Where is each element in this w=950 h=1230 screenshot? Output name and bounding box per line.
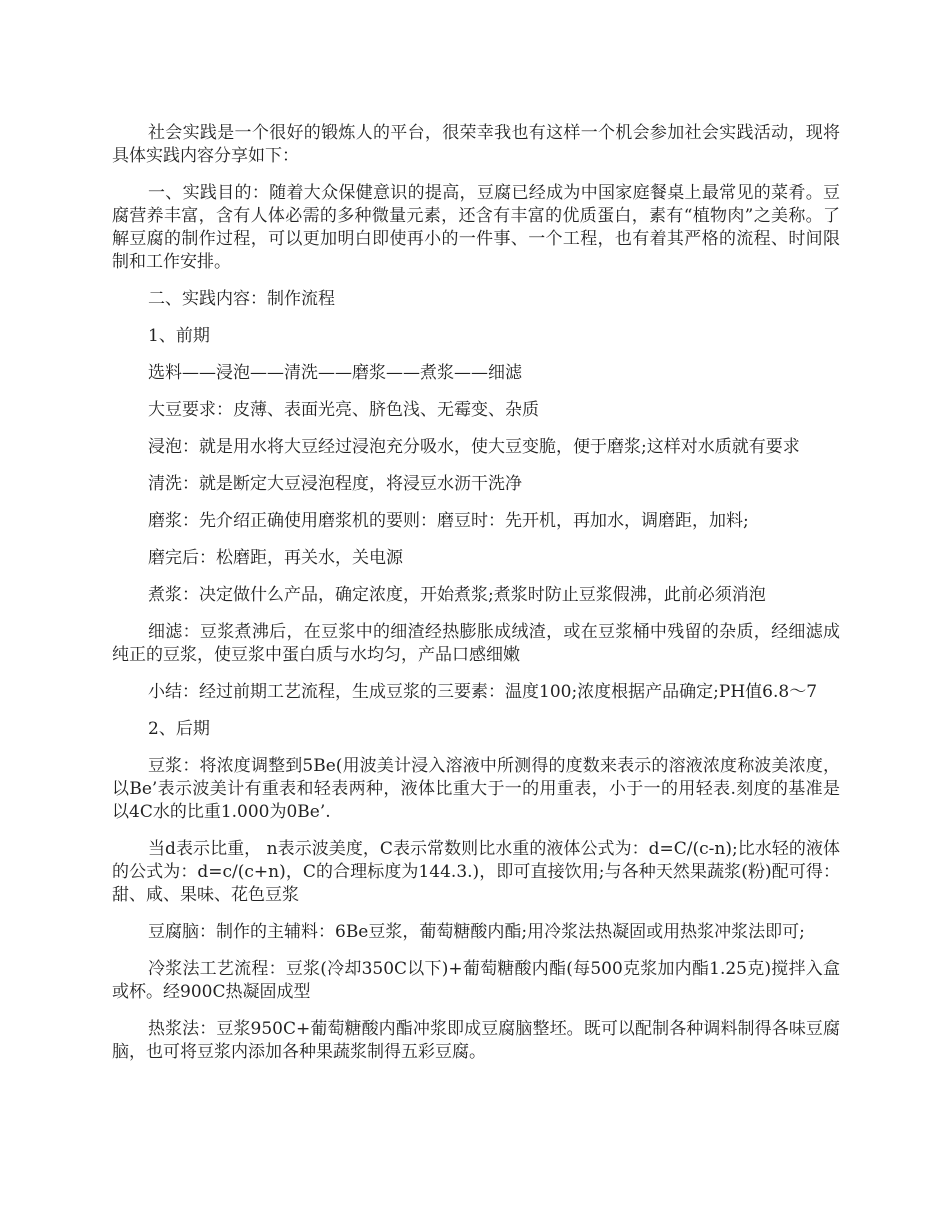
summary-paragraph: 小结：经过前期工艺流程，生成豆浆的三要素：温度100;浓度根据产品确定;PH值6.8～7 [148, 682, 818, 702]
cleaning-paragraph: 清洗：就是断定大豆浸泡程度，将浸豆水沥干洗净 [148, 474, 522, 494]
tofu-pudding-paragraph: 豆腐脑：制作的主辅料：6Be豆浆，葡萄糖酸内酯;用冷浆法热凝固或用热浆冲浆法即可; [148, 922, 805, 942]
formula-paragraph: 当d表示比重， n表示波美度，C表示常数则比水重的液体公式为：d=C/(c-n);比水轻的液体的公式为：d=c/(c+n)，C的合理标度为144.3.)，即可直接饮用;与各种天然果蔬浆(粉)配可得：甜、咸、果味、花色豆浆 [112, 839, 840, 905]
hot-method-paragraph: 热浆法：豆浆950C+葡萄糖酸内酯冲浆即成豆腐脑整坯。既可以配制各种调料制得各味豆腐脑，也可将豆浆内添加各种果蔬浆制得五彩豆腐。 [112, 1019, 840, 1062]
process-flow: 选料——浸泡——清洗——磨浆——煮浆——细滤 [148, 363, 522, 383]
late-stage-heading: 2、后期 [148, 719, 210, 739]
soymilk-paragraph: 豆浆：将浓度调整到5Be(用波美计浸入溶液中所测得的度数来表示的溶液浓度称波美浓度，以Be’表示波美计有重表和轻表两种，液体比重大于一的用重表，小于一的用轻表.刻度的基准是以4C水的比重1.000为0Be’. [112, 756, 840, 822]
early-stage-heading: 1、前期 [148, 326, 210, 346]
soybean-requirements: 大豆要求：皮薄、表面光亮、脐色浅、无霉变、杂质 [148, 400, 539, 420]
filtering-paragraph: 细滤：豆浆煮沸后，在豆浆中的细渣经热膨胀成绒渣，或在豆浆桶中残留的杂质，经细滤成纯正的豆浆，使豆浆中蛋白质与水均匀，产品口感细嫩 [112, 622, 840, 665]
soaking-paragraph: 浸泡：就是用水将大豆经过浸泡充分吸水，使大豆变脆，便于磨浆;这样对水质就有要求 [148, 437, 800, 457]
grinding-paragraph: 磨浆：先介绍正确使用磨浆机的要则：磨豆时：先开机，再加水，调磨距，加料; [148, 511, 749, 531]
boiling-paragraph: 煮浆：决定做什么产品，确定浓度，开始煮浆;煮浆时防止豆浆假沸，此前必须消泡 [148, 585, 766, 605]
document-body [112, 122, 840, 1078]
content-heading: 二、实践内容：制作流程 [148, 289, 335, 309]
after-grinding-paragraph: 磨完后：松磨距，再关水，关电源 [148, 548, 403, 568]
cold-method-paragraph: 冷浆法工艺流程：豆浆(冷却350C以下)+葡萄糖酸内酯(每500克浆加内酯1.25克)搅拌入盒或杯。经900C热凝固成型 [112, 959, 840, 1002]
intro-paragraph: 社会实践是一个很好的锻炼人的平台，很荣幸我也有这样一个机会参加社会实践活动，现将具体实践内容分享如下： [112, 123, 840, 166]
purpose-paragraph: 一、实践目的：随着大众保健意识的提高，豆腐已经成为中国家庭餐桌上最常见的菜肴。豆腐营养丰富，含有人体必需的多种微量元素，还含有丰富的优质蛋白，素有“植物肉”之美称。了解豆腐的制作过程，可以更加明白即使再小的一件事、一个工程，也有着其严格的流程、时间限制和工作安排。 [112, 183, 840, 272]
